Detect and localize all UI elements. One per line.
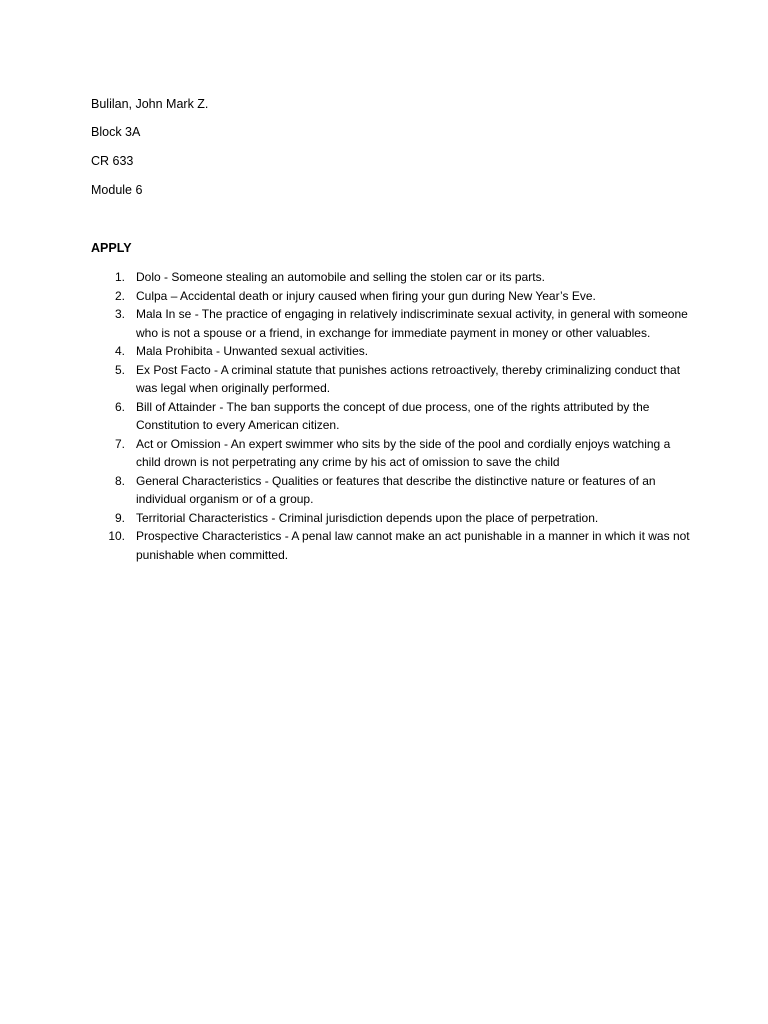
item-text: Mala In se - The practice of engaging in relatively indiscriminate sexual activity, in general with someone who is not a spouse or a friend, in exchange for immediate payment in money or other valuables. <box>136 307 688 340</box>
item-number: 3. <box>114 307 125 321</box>
item-text: Ex Post Facto - A criminal statute that punishes actions retroactively, thereby criminalizing conduct that was legal when originally performed. <box>136 362 681 395</box>
course-code: CR 633 <box>91 154 134 168</box>
student-name: Bulilan, John Mark Z. <box>91 97 209 111</box>
item-text: General Characteristics - Qualities or features that describe the distinctive nature or features of an individual organism or of a group. <box>136 473 656 506</box>
list-item <box>91 509 691 528</box>
item-text: Mala Prohibita - Unwanted sexual activities. <box>136 344 369 358</box>
block-label: Block 3A <box>91 125 141 139</box>
list-item <box>91 287 691 306</box>
list-item <box>91 268 691 287</box>
item-number: 1. <box>114 270 125 284</box>
answer-list <box>91 268 691 564</box>
item-number: 8. <box>114 473 125 488</box>
item-number: 4. <box>114 344 125 358</box>
item-number: 6. <box>114 399 125 414</box>
item-text: Dolo - Someone stealing an automobile and selling the stolen car or its parts. <box>136 270 545 284</box>
module-label: Module 6 <box>91 183 143 197</box>
item-text: Territorial Characteristics - Criminal jurisdiction depends upon the place of perpetration. <box>136 510 599 525</box>
item-text: Act or Omission - An expert swimmer who sits by the side of the pool and cordially enjoys watching a child drown is not perpetrating any crime by his act of omission to save the child <box>136 436 671 469</box>
list-item <box>91 435 691 472</box>
list-item <box>91 472 691 509</box>
item-text: Bill of Attainder - The ban supports the concept of due process, one of the rights attributed by the Constitution to every American citizen. <box>136 399 650 432</box>
item-number: 9. <box>114 510 125 525</box>
item-text: Culpa – Accidental death or injury caused when firing your gun during New Year’s Eve. <box>136 288 596 303</box>
section-heading: APPLY <box>91 241 132 255</box>
list-item <box>91 305 691 342</box>
list-item <box>91 527 691 564</box>
item-number: 10. <box>108 529 125 543</box>
list-item <box>91 361 691 398</box>
item-number: 7. <box>114 436 125 451</box>
item-text: Prospective Characteristics - A penal law cannot make an act punishable in a manner in which it was not punishable when committed. <box>136 529 690 562</box>
item-number: 2. <box>114 288 125 303</box>
item-number: 5. <box>114 362 125 377</box>
list-item <box>91 398 691 435</box>
list-item <box>91 342 691 361</box>
